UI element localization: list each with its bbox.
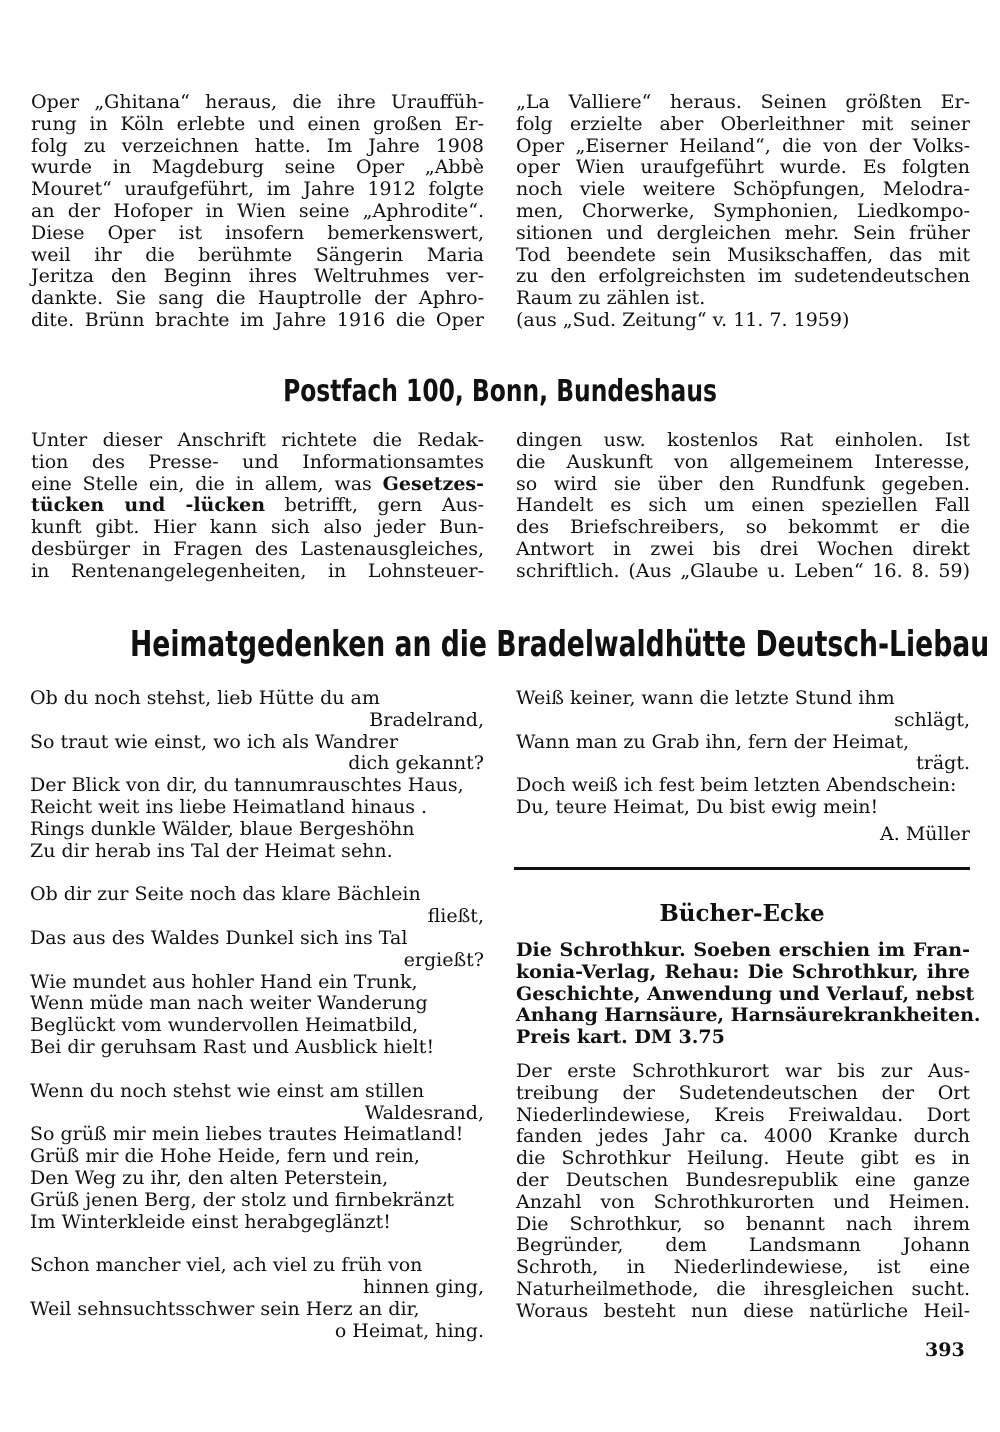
book-price: Preis kart. DM 3.75 <box>516 1026 725 1049</box>
poem-line: So grüß mir mein liebes trautes Heimatland! <box>30 1123 464 1146</box>
poem-line: Wenn du noch stehst wie einst am stillen <box>30 1079 425 1102</box>
book-title-line: Anhang Harnsäure, Harnsäurekrankheiten. <box>516 1004 981 1027</box>
text-line: Der erste Schrothkurort war bis zur Aus- <box>516 1059 970 1082</box>
text-line: an der Hofoper in Wien seine „Aphrodite“. <box>31 199 484 222</box>
postfach-headline: Postfach 100, Bonn, Bundeshaus <box>283 374 717 409</box>
poem-line: Rings dunkle Wälder, blaue Bergeshöhn <box>30 817 415 840</box>
text-line: der Deutschen Bundesrepublik eine ganze <box>516 1168 970 1191</box>
poem-line: Der Blick von dir, du tannumrauschtes Haus, <box>30 774 464 797</box>
poem-line: So traut wie einst, wo ich als Wandrer <box>30 730 399 753</box>
poem-line: Grüß mir die Hohe Heide, fern und rein, <box>30 1145 420 1168</box>
text-line: des Briefschreibers, so bekommt er die <box>516 516 970 539</box>
text-line: Antwort in zwei bis drei Wochen direkt <box>516 537 970 560</box>
text-line: Naturheilmethode, die ihresgleichen sucht. <box>516 1277 970 1300</box>
text-line: Tod beendete sein Musikschaffen, das mit <box>516 243 970 266</box>
text-line: Anzahl von Schrothkurorten und Heimen. <box>516 1190 970 1213</box>
text-line: Jeritza den Beginn ihres Weltruhmes ver- <box>31 265 484 288</box>
book-title-line: Die Schrothkur. Soeben erschien im Fran- <box>516 939 970 961</box>
bold-term: tücken und -lücken <box>31 494 266 517</box>
page-number: 393 <box>925 1339 965 1361</box>
postfach-right-column <box>516 430 970 583</box>
text-line: Mouret“ uraufgeführt, im Jahre 1912 folgte <box>31 178 484 201</box>
text-line: Unter dieser Anschrift richtete die Redak- <box>31 429 484 451</box>
text-line: weil ihr die berühmte Sängerin Maria <box>31 243 484 266</box>
poem-line: Reicht weit ins liebe Heimatland hinaus . <box>30 795 428 818</box>
text-line: dankte. Sie sang die Hauptrolle der Aphro- <box>31 287 484 310</box>
poem-line: hinnen ging, <box>363 1276 484 1299</box>
text-line: wurde in Magdeburg seine Oper „Abbè <box>31 156 484 179</box>
poem-line: Den Weg zu ihr, den alten Peterstein, <box>30 1166 389 1189</box>
poem-stanza <box>30 1255 484 1342</box>
text-line: desbürger in Fragen des Lastenausgleiches, <box>31 537 484 560</box>
poem-line: Schon mancher viel, ach viel zu früh von <box>30 1254 423 1277</box>
text-line: folg erzielte aber Oberleithner mit seiner <box>516 112 970 135</box>
poem-line: Ob dir zur Seite noch das klare Bächlein <box>30 883 421 906</box>
text-line: fanden jedes Jahr ca. 4000 Kranke durch <box>516 1125 970 1148</box>
poem-line: Beglückt vom wundervollen Heimatbild, <box>30 1014 419 1037</box>
text-line: Diese Oper ist insofern bemerkenswert, <box>31 221 484 244</box>
opera-article-right-column <box>516 92 970 332</box>
source-citation: (aus „Sud. Zeitung“ v. 11. 7. 1959) <box>516 308 850 331</box>
text-line: Raum zu zählen ist. <box>516 287 706 310</box>
text-line: Handelt es sich um einen speziellen Fall <box>516 494 970 517</box>
text-line: Oper „Ghitana“ heraus, die ihre Urauffüh- <box>31 91 484 113</box>
poem-line: ergießt? <box>403 948 484 971</box>
poem-line: Zu dir herab ins Tal der Heimat sehn. <box>30 839 393 862</box>
text-line: men, Chorwerke, Symphonien, Liedkompo- <box>516 199 970 222</box>
text-line: Begründer, dem Landsmann Johann <box>516 1234 970 1257</box>
poem-line: trägt. <box>916 752 970 775</box>
poem-author: A. Müller <box>880 823 970 845</box>
poem-headline: Heimatgedenken an die Bradelwaldhütte Deutsch-Liebau <box>130 624 990 665</box>
poem-line: fließt, <box>427 905 484 928</box>
text-line: Die Schrothkur, so benannt nach ihrem <box>516 1212 970 1235</box>
books-corner-heading: Bücher-Ecke <box>659 900 825 927</box>
text-line: dite. Brünn brachte im Jahre 1916 die Oper <box>31 308 484 331</box>
text-line: Schroth, in Niederlindewiese, ist eine <box>516 1256 970 1279</box>
text-line: dingen usw. kostenlos Rat einholen. Ist <box>516 429 970 451</box>
text-line: treibung der Sudetendeutschen der Ort <box>516 1081 970 1104</box>
poem-right-column <box>516 688 970 819</box>
poem-line: Wann man zu Grab ihn, fern der Heimat, <box>516 730 910 753</box>
text-line: oper Wien uraufgeführt wurde. Es folgten <box>516 156 970 179</box>
poem-line: Wie mundet aus hohler Hand ein Trunk, <box>30 970 418 993</box>
text-line: in Rentenangelegenheiten, in Lohnsteuer- <box>31 559 484 582</box>
poem-stanza <box>30 884 484 1058</box>
text-line: Oper „Eiserner Heiland“, die von der Volks- <box>516 134 970 157</box>
poem-line: Im Winterkleide einst herabgeglänzt! <box>30 1210 391 1233</box>
text-line: zu den erfolgreichsten im sudetendeutschen <box>516 265 970 288</box>
bold-term: Gesetzes- <box>382 472 484 495</box>
poem-line: Wenn müde man nach weiter Wanderung <box>30 992 428 1015</box>
text-line: tücken und -lücken betrifft, gern Aus- <box>31 494 484 517</box>
text-line: „La Valliere“ heraus. Seinen größten Er- <box>516 91 970 113</box>
postfach-left-column <box>31 430 484 583</box>
poem-line: Das aus des Waldes Dunkel sich ins Tal <box>30 926 408 949</box>
poem-line: Bei dir geruhsam Rast und Ausblick hielt! <box>30 1035 435 1058</box>
poem-line: schlägt, <box>894 708 970 731</box>
text-line: sitionen und dergleichen mehr. Sein früher <box>516 221 970 244</box>
text-line: folg zu verzeichnen hatte. Im Jahre 1908 <box>31 134 484 157</box>
text-line: rung in Köln erlebte und einen großen Er- <box>31 112 484 135</box>
poem-line: Weiß keiner, wann die letzte Stund ihm <box>516 687 895 709</box>
poem-line: Grüß jenen Berg, der stolz und firnbekränzt <box>30 1188 455 1211</box>
text-line: Niederlindewiese, Kreis Freiwaldau. Dort <box>516 1103 970 1126</box>
poem-line: Waldesrand, <box>364 1101 484 1124</box>
poem-line: Ob du noch stehst, lieb Hütte du am <box>30 687 380 709</box>
text-line: die Schrothkur Heilung. Heute gibt es in <box>516 1147 970 1170</box>
poem-line: o Heimat, hing. <box>334 1319 484 1342</box>
text-line: noch viele weitere Schöpfungen, Melodra- <box>516 178 970 201</box>
poem-stanza <box>30 1081 484 1234</box>
text-line: tion des Presse- und Informationsamtes <box>31 450 484 473</box>
books-corner-column <box>516 939 981 1323</box>
section-divider <box>514 867 970 870</box>
text-line: kunft gibt. Hier kann sich also jeder Bun- <box>31 516 484 539</box>
opera-article-left-column <box>31 92 484 332</box>
poem-line: Du, teure Heimat, Du bist ewig mein! <box>516 795 879 818</box>
text-line: so wird sie über den Rundfunk gegeben. <box>516 472 970 495</box>
poem-left-column <box>30 688 484 1365</box>
text-line: schriftlich. (Aus „Glaube u. Leben“ 16. 8. 59) <box>516 559 970 582</box>
book-title-line: Geschichte, Anwendung und Verlauf, nebst <box>516 982 975 1005</box>
poem-line: Bradelrand, <box>369 708 484 731</box>
poem-line: Doch weiß ich fest beim letzten Abendschein: <box>516 774 957 797</box>
book-title-line: konia-Verlag, Rehau: Die Schrothkur, ihre <box>516 960 970 983</box>
poem-line: dich gekannt? <box>348 752 484 775</box>
poem-stanza <box>30 688 484 862</box>
text-line: eine Stelle ein, die in allem, was Gesetzes- <box>31 472 484 495</box>
text-line: Woraus besteht nun diese natürliche Heil- <box>516 1299 970 1322</box>
text-line: die Auskunft von allgemeinem Interesse, <box>516 450 970 473</box>
poem-line: Weil sehnsuchtsschwer sein Herz an dir, <box>30 1297 420 1320</box>
